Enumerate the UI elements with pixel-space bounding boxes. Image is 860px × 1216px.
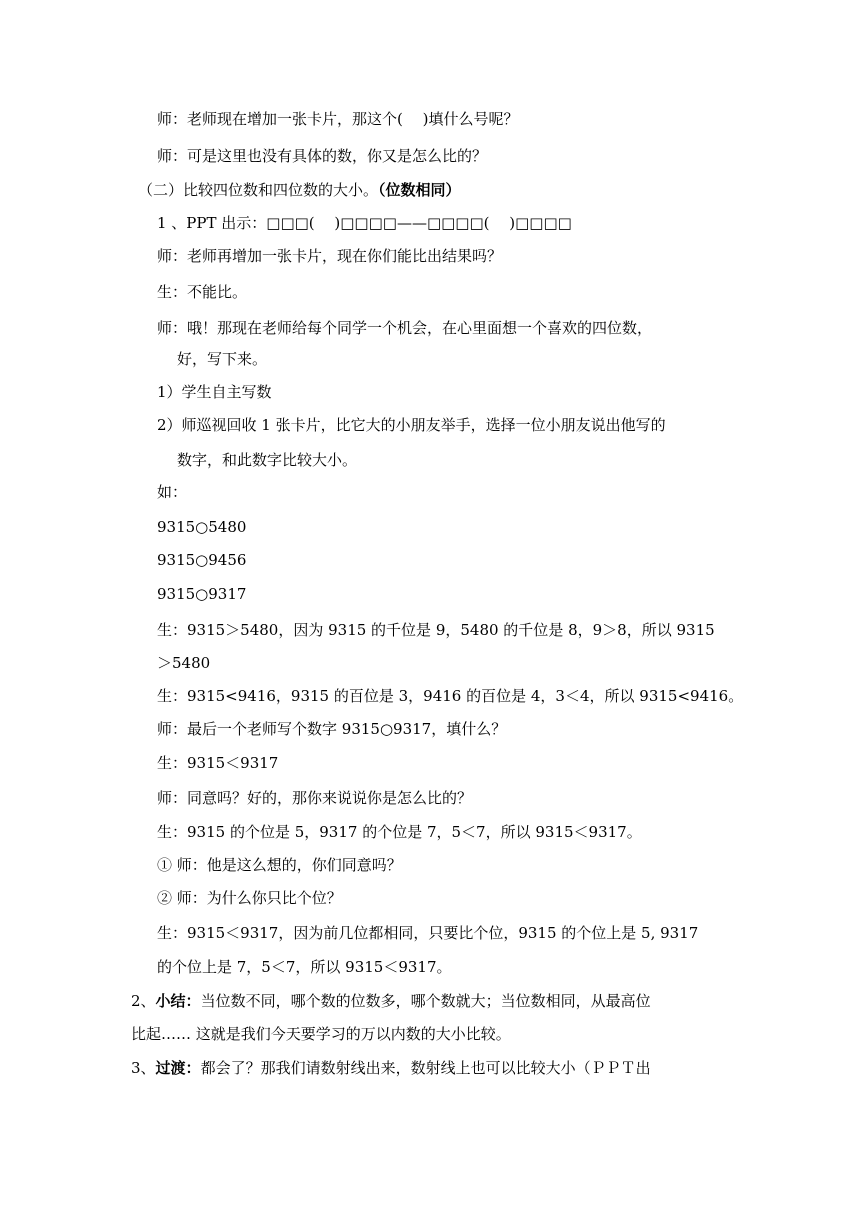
text-line: 生：9315＜9317 bbox=[157, 754, 279, 772]
text-line: 师：哦！那现在老师给每个同学一个机会，在心里面想一个喜欢的四位数， bbox=[157, 319, 653, 337]
section-heading-text: （二）比较四位数和四位数的大小。 bbox=[138, 181, 379, 199]
section-heading-bold: （位数相同） bbox=[378, 181, 461, 199]
text-line: 师：最后一个老师写个数字 9315○9317，填什么？ bbox=[157, 720, 507, 738]
text-line: 比起…… 这就是我们今天要学习的万以内数的大小比较。 bbox=[131, 1025, 511, 1043]
text-line: 2）师巡视回收 1 张卡片，比它大的小朋友举手，选择一位小朋友说出他写的 bbox=[157, 416, 666, 434]
text-line: 如： bbox=[157, 483, 188, 501]
text-line: ＞5480 bbox=[157, 654, 211, 672]
text-line: 生：9315＜9317，因为前几位都相同，只要比个位，9315 的个位上是 5, 9317 bbox=[157, 924, 699, 942]
text-line: ① 师：他是这么想的，你们同意吗？ bbox=[157, 856, 402, 874]
text-line: 9315○9317 bbox=[157, 585, 247, 603]
text-line: ② 师：为什么你只比个位？ bbox=[157, 889, 342, 907]
item-number: 3、 bbox=[131, 1059, 156, 1077]
transition-label: 过渡： bbox=[155, 1059, 201, 1077]
text-line: 生：9315＞5480，因为 9315 的千位是 9，5480 的千位是 8，9＞8，所以 9315 bbox=[157, 621, 715, 639]
section-heading bbox=[138, 180, 461, 200]
text-line: 师：同意吗？好的，那你来说说你是怎么比的？ bbox=[157, 789, 473, 807]
summary-text: 当位数不同，哪个数的位数多，哪个数就大；当位数相同，从最高位 bbox=[200, 992, 651, 1010]
text-line: 生：不能比。 bbox=[157, 283, 248, 301]
text-line: 9315○9456 bbox=[157, 551, 247, 569]
text-line: 生：9315<9416，9315 的百位是 3，9416 的百位是 4，3＜4，所以 9315<9416。 bbox=[157, 687, 744, 705]
text-line: 1 、PPT 出示：□□□( )□□□□——□□□□( )□□□□ bbox=[157, 214, 572, 232]
summary-label: 小结： bbox=[155, 992, 201, 1010]
transition-text: 都会了？那我们请数射线出来，数射线上也可以比较大小（ＰＰＴ出 bbox=[200, 1059, 651, 1077]
text-line: 1）学生自主写数 bbox=[157, 383, 272, 401]
text-line: 好，写下来。 bbox=[177, 350, 268, 368]
text-line: 师：老师再增加一张卡片，现在你们能比出结果吗？ bbox=[157, 247, 503, 265]
text-line: 师：可是这里也没有具体的数，你又是怎么比的？ bbox=[157, 147, 488, 165]
text-line: 9315○5480 bbox=[157, 518, 247, 536]
text-line: 数字，和此数字比较大小。 bbox=[177, 451, 358, 469]
text-line: 生：9315 的个位是 5，9317 的个位是 7，5＜7，所以 9315＜9317。 bbox=[157, 823, 642, 841]
transition-line bbox=[131, 1058, 651, 1078]
item-number: 2、 bbox=[131, 992, 156, 1010]
text-line: 的个位上是 7，5＜7，所以 9315＜9317。 bbox=[157, 958, 452, 976]
summary-line bbox=[131, 991, 651, 1011]
text-line: 师：老师现在增加一张卡片，那这个( )填什么号呢？ bbox=[157, 110, 519, 128]
